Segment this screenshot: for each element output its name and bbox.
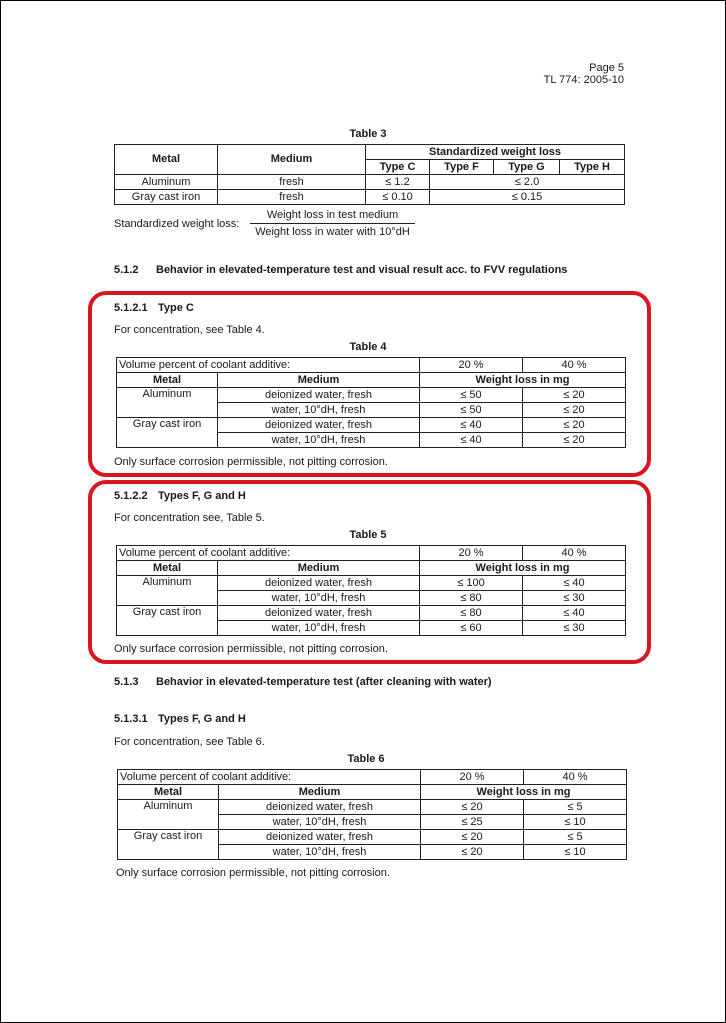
table6 [117, 769, 627, 860]
table6-cell: ≤ 10 [524, 815, 627, 830]
table6-medium: deionized water, fresh [219, 800, 421, 815]
table4-pct-20: 20 % [420, 358, 523, 373]
table6-note: Only surface corrosion permissible, not pitting corrosion. [116, 867, 390, 879]
formula-denominator: Weight loss in water with 10°dH [255, 226, 410, 238]
table3-type-c: Type C [366, 160, 430, 175]
table-row [117, 606, 626, 621]
table5-metal-aluminum: Aluminum [117, 576, 218, 606]
table-row [115, 190, 625, 205]
table6-title: Table 6 [347, 753, 385, 765]
table6-header-medium: Medium [219, 785, 421, 800]
table3-type-h: Type H [560, 160, 625, 175]
table3-cell: ≤ 2.0 [430, 175, 625, 190]
section-title: Types F, G and H [158, 490, 246, 502]
table-row [117, 418, 626, 433]
table6-header-weight-loss: Weight loss in mg [421, 785, 627, 800]
table5-header-medium: Medium [218, 561, 420, 576]
table5-cell: ≤ 100 [420, 576, 523, 591]
table6-cell: ≤ 10 [524, 845, 627, 860]
table3-header-medium: Medium [218, 145, 366, 175]
table4-header-weight-loss: Weight loss in mg [420, 373, 626, 388]
section-5-1-2 [114, 264, 567, 276]
table6-cell: ≤ 20 [421, 830, 524, 845]
table5-medium: deionized water, fresh [218, 606, 420, 621]
table4-cell: ≤ 20 [523, 388, 626, 403]
table4-title: Table 4 [349, 341, 387, 353]
formula-label: Standardized weight loss: [114, 218, 240, 230]
page-header [424, 62, 624, 86]
table5-metal-gray-cast-iron: Gray cast iron [117, 606, 218, 636]
section-title: Type C [158, 302, 194, 314]
table4-cell: ≤ 50 [420, 388, 523, 403]
table5-cell: ≤ 30 [523, 621, 626, 636]
table3-cell: ≤ 0.10 [366, 190, 430, 205]
table-row [118, 830, 627, 845]
concentration-note: For concentration see, Table 5. [114, 512, 265, 524]
section-number: 5.1.2 [114, 264, 139, 276]
table5-header-metal: Metal [117, 561, 218, 576]
table5-cell: ≤ 80 [420, 591, 523, 606]
table6-header-metal: Metal [118, 785, 219, 800]
table6-cell: ≤ 5 [524, 830, 627, 845]
table3-title: Table 3 [349, 128, 387, 140]
section-5-1-3-1 [114, 713, 246, 725]
section-5-1-3 [114, 676, 492, 688]
table3 [114, 144, 625, 205]
table5-pct-20: 20 % [420, 546, 523, 561]
table5-cell: ≤ 40 [523, 576, 626, 591]
table4-cell: ≤ 20 [523, 433, 626, 448]
table4-medium: water, 10°dH, fresh [218, 433, 420, 448]
table5-cell: ≤ 60 [420, 621, 523, 636]
table4-volume-label: Volume percent of coolant additive: [117, 358, 420, 373]
table5-title: Table 5 [349, 529, 387, 541]
table4-cell: ≤ 20 [523, 403, 626, 418]
table6-volume-label: Volume percent of coolant additive: [118, 770, 421, 785]
table-row [118, 800, 627, 815]
section-number: 5.1.3.1 [114, 713, 148, 725]
table5-volume-label: Volume percent of coolant additive: [117, 546, 420, 561]
page-number: Page 5 [589, 62, 624, 74]
table4-medium: deionized water, fresh [218, 418, 420, 433]
formula-numerator: Weight loss in test medium [250, 209, 415, 224]
section-5-1-2-1 [114, 302, 194, 314]
formula-fraction [250, 209, 415, 238]
table6-metal-aluminum: Aluminum [118, 800, 219, 830]
table6-pct-20: 20 % [421, 770, 524, 785]
document-id: TL 774: 2005-10 [543, 74, 624, 86]
table3-type-g: Type G [494, 160, 560, 175]
table4-metal-aluminum: Aluminum [117, 388, 218, 418]
table6-medium: water, 10°dH, fresh [219, 815, 421, 830]
table-row [115, 175, 625, 190]
table3-cell: fresh [218, 175, 366, 190]
table6-medium: water, 10°dH, fresh [219, 845, 421, 860]
section-number: 5.1.2.1 [114, 302, 148, 314]
table3-cell: ≤ 0.15 [430, 190, 625, 205]
table5-medium: deionized water, fresh [218, 576, 420, 591]
table3-cell: ≤ 1.2 [366, 175, 430, 190]
table6-cell: ≤ 20 [421, 800, 524, 815]
table5-medium: water, 10°dH, fresh [218, 591, 420, 606]
table5-header-weight-loss: Weight loss in mg [420, 561, 626, 576]
table3-header-metal: Metal [115, 145, 218, 175]
concentration-note: For concentration, see Table 4. [114, 324, 265, 336]
table6-cell: ≤ 25 [421, 815, 524, 830]
concentration-note: For concentration, see Table 6. [114, 736, 265, 748]
table4-metal-gray-cast-iron: Gray cast iron [117, 418, 218, 448]
table4 [116, 357, 626, 448]
table-row [117, 576, 626, 591]
table4-note: Only surface corrosion permissible, not pitting corrosion. [114, 456, 388, 468]
table4-header-medium: Medium [218, 373, 420, 388]
table4-cell: ≤ 50 [420, 403, 523, 418]
table6-cell: ≤ 5 [524, 800, 627, 815]
table5-cell: ≤ 40 [523, 606, 626, 621]
section-number: 5.1.2.2 [114, 490, 148, 502]
table-row [117, 388, 626, 403]
table4-medium: deionized water, fresh [218, 388, 420, 403]
table3-cell: Gray cast iron [115, 190, 218, 205]
section-title: Behavior in elevated-temperature test and visual result acc. to FVV regulations [156, 264, 568, 276]
section-number: 5.1.3 [114, 676, 139, 688]
table5-medium: water, 10°dH, fresh [218, 621, 420, 636]
table6-metal-gray-cast-iron: Gray cast iron [118, 830, 219, 860]
section-5-1-2-2 [114, 490, 246, 502]
table4-header-metal: Metal [117, 373, 218, 388]
table5-cell: ≤ 30 [523, 591, 626, 606]
table3-header-swl: Standardized weight loss [366, 145, 625, 160]
table4-medium: water, 10°dH, fresh [218, 403, 420, 418]
table3-cell: fresh [218, 190, 366, 205]
section-title: Behavior in elevated-temperature test (after cleaning with water) [156, 676, 492, 688]
table3-type-f: Type F [430, 160, 494, 175]
table6-medium: deionized water, fresh [219, 830, 421, 845]
table6-pct-40: 40 % [524, 770, 627, 785]
table6-cell: ≤ 20 [421, 845, 524, 860]
table4-cell: ≤ 20 [523, 418, 626, 433]
table5-cell: ≤ 80 [420, 606, 523, 621]
table5-pct-40: 40 % [523, 546, 626, 561]
table5-note: Only surface corrosion permissible, not pitting corrosion. [114, 643, 388, 655]
table4-pct-40: 40 % [523, 358, 626, 373]
table5 [116, 545, 626, 636]
table3-cell: Aluminum [115, 175, 218, 190]
table4-cell: ≤ 40 [420, 418, 523, 433]
table4-cell: ≤ 40 [420, 433, 523, 448]
section-title: Types F, G and H [158, 713, 246, 725]
